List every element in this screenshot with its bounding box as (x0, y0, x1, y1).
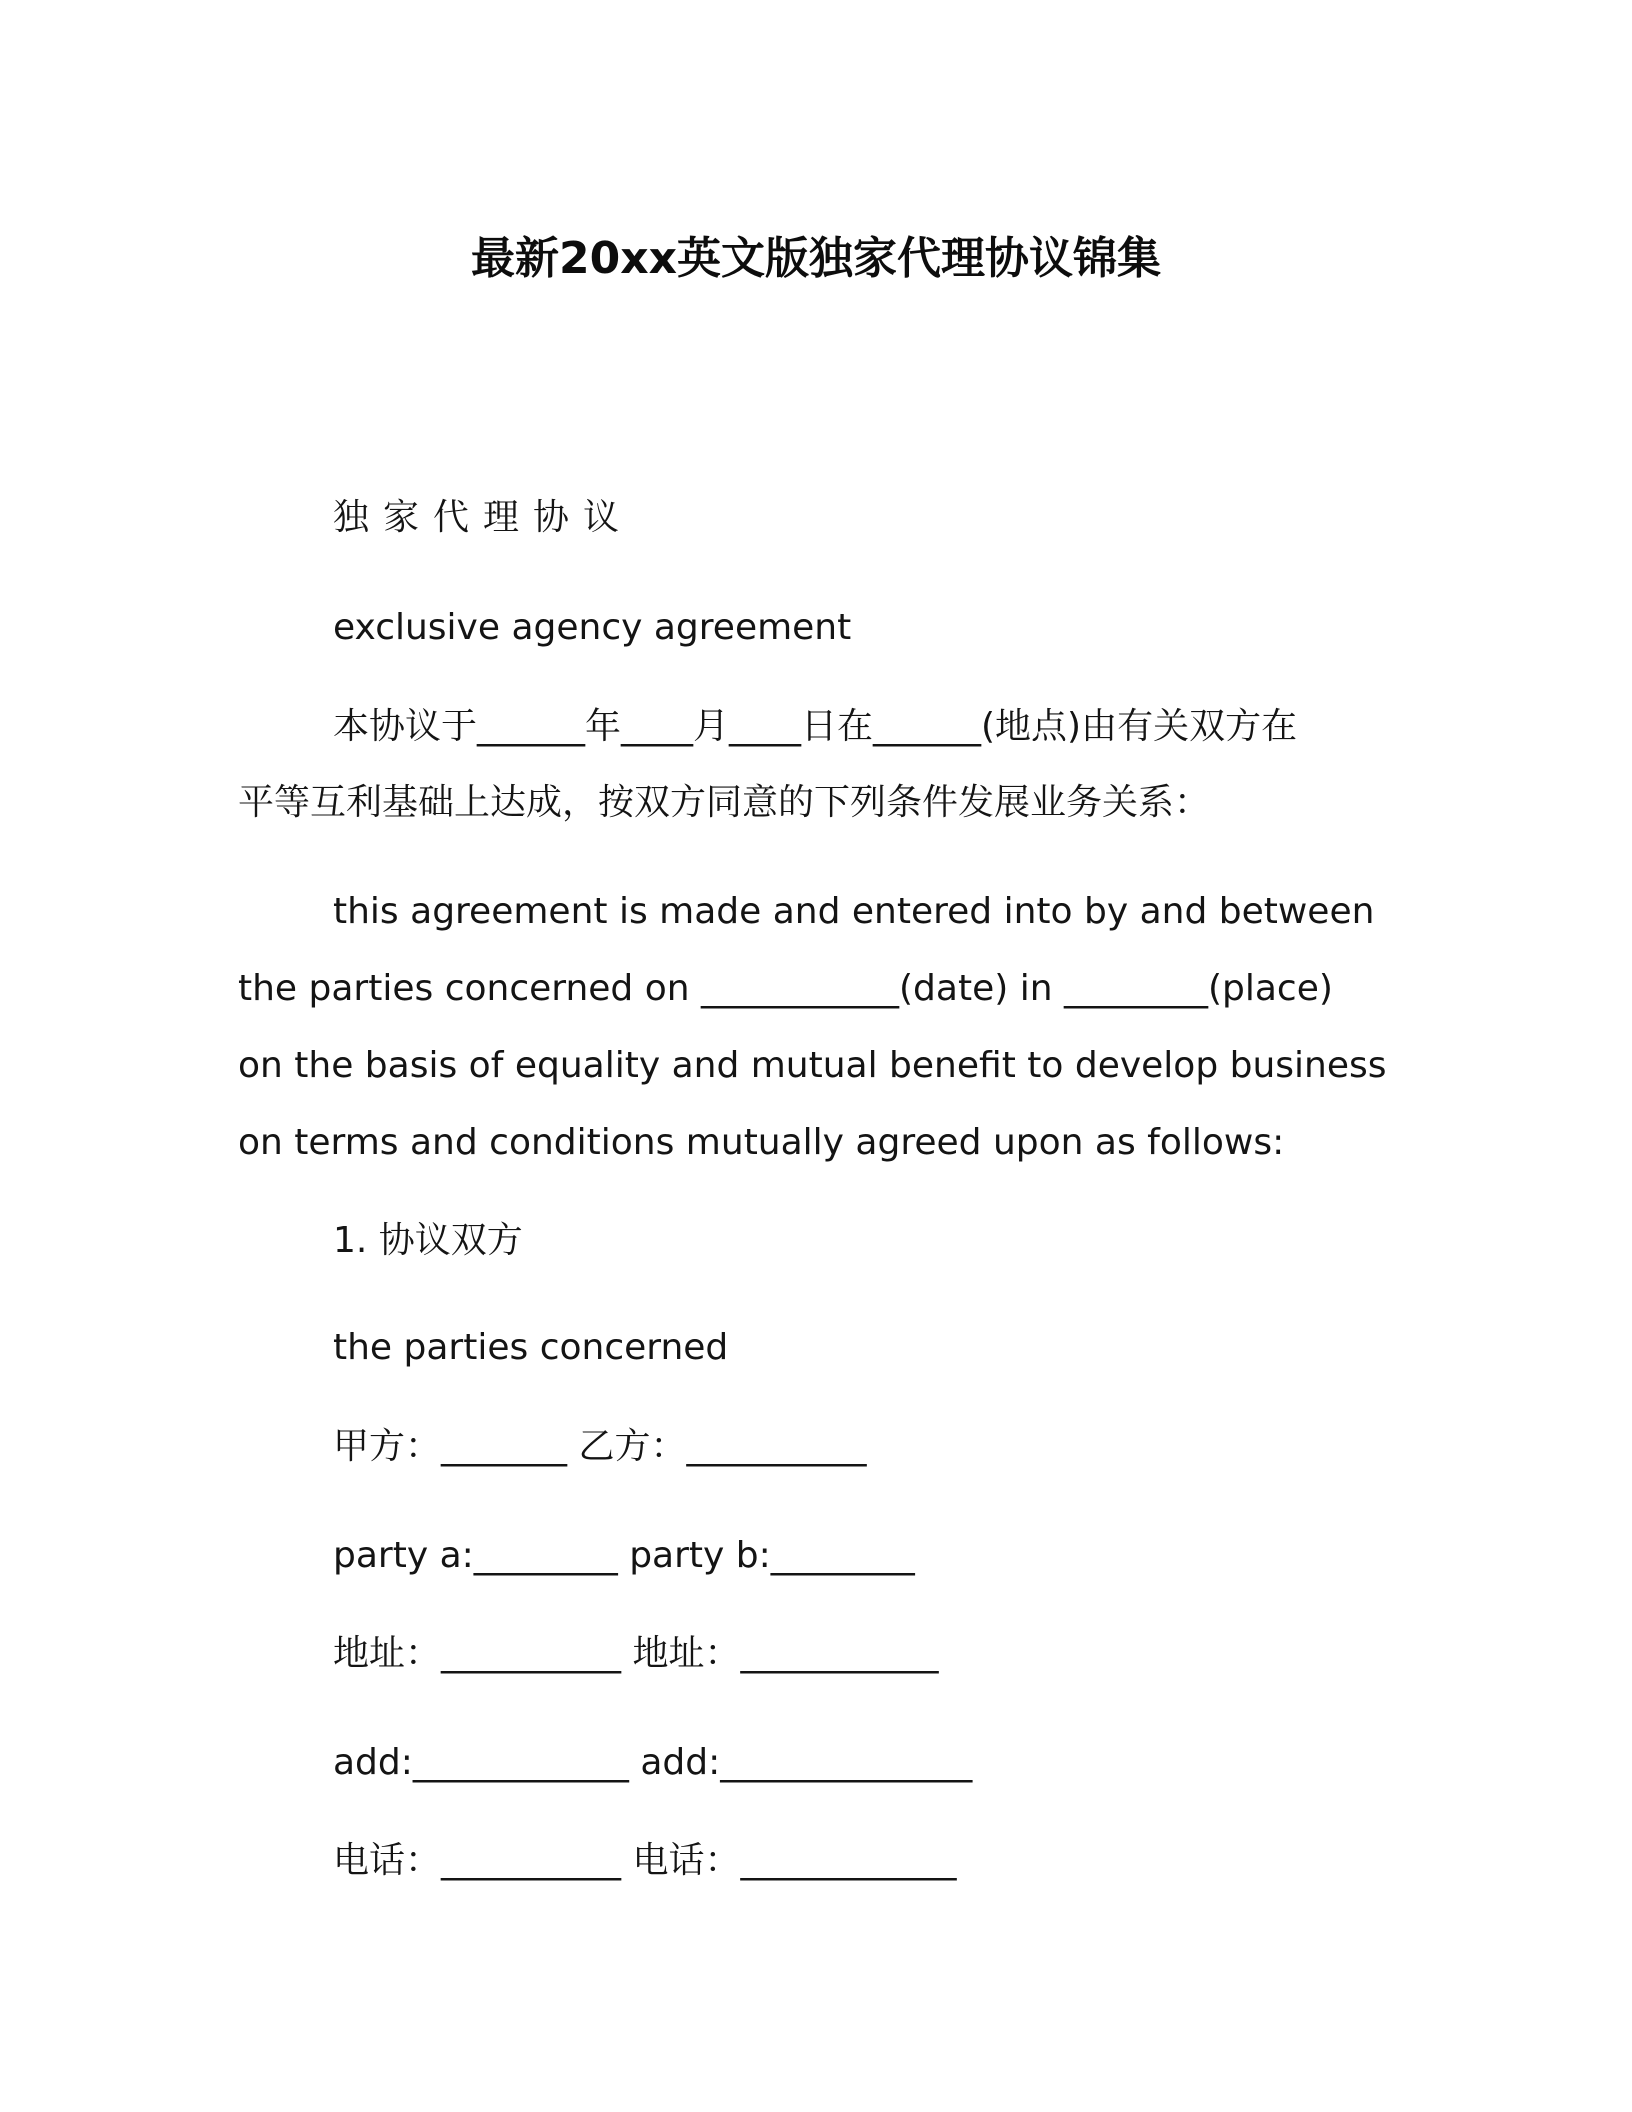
intro-en-line4: on terms and conditions mutually agreed upon as follows: (238, 1122, 1285, 1163)
phone-cn: 电话：__________ 电话：____________ (333, 1840, 957, 1881)
heading-cn: 独家代理协议 (333, 497, 634, 538)
section1-cn: 1. 协议双方 (333, 1220, 523, 1261)
intro-cn-line1: 本协议于______年____月____日在______(地点)由有关双方在 (333, 706, 1298, 747)
document-title: 最新20xx英文版独家代理协议锦集 (471, 233, 1161, 284)
parties-cn: 甲方：_______ 乙方：__________ (333, 1426, 867, 1467)
parties-en: party a:________ party b:________ (333, 1535, 915, 1576)
intro-en-line3: on the basis of equality and mutual benefit to develop business (238, 1045, 1387, 1086)
intro-cn-line2: 平等互利基础上达成，按双方同意的下列条件发展业务关系： (238, 782, 1211, 823)
intro-en-line2: the parties concerned on ___________(date) in ________(place) (238, 968, 1333, 1009)
intro-en-line1: this agreement is made and entered into by and between (333, 891, 1375, 932)
section1-en: the parties concerned (333, 1327, 729, 1368)
address-cn: 地址：__________ 地址：___________ (333, 1633, 939, 1674)
address-en: add:____________ add:______________ (333, 1742, 973, 1783)
heading-en: exclusive agency agreement (333, 607, 852, 648)
